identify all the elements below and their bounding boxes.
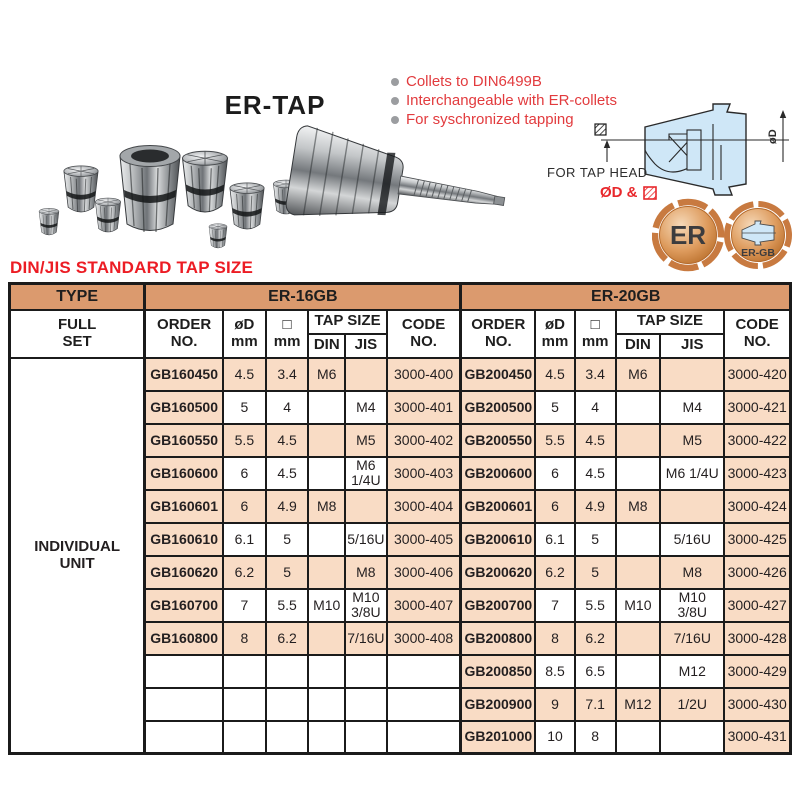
cell-er20-square: 4.9 [575,490,616,523]
cell-er20-code: 3000-420 [724,358,790,391]
cell-er20-od: 5 [535,391,575,424]
cell-er16-od [223,721,266,754]
cell-er16-square: 5 [266,523,309,556]
cell-er20-od: 7 [535,589,575,622]
cell-er20-od: 6 [535,490,575,523]
cell-er16-od: 6.2 [223,556,266,589]
cell-er20-code: 3000-421 [724,391,790,424]
header-square-mm: □ mm [266,310,309,358]
product-photo [10,112,600,260]
cell-er20-jis: M12 [660,655,724,688]
cell-er16-jis: 7/16U [345,622,387,655]
cell-er20-din [616,655,661,688]
cell-er16-din [308,457,345,490]
cell-er16-din: M6 [308,358,345,391]
cell-er20-order: GB200610 [461,523,535,556]
cell-er20-square: 7.1 [575,688,616,721]
cell-er20-din: M12 [616,688,661,721]
tap-size-table [8,282,792,755]
header-code-no: CODE NO. [724,310,790,358]
cell-er16-od: 6 [223,457,266,490]
cell-er20-din [616,391,661,424]
cell-er20-din [616,721,661,754]
cell-er20-jis [660,721,724,754]
cell-er16-square: 4.5 [266,457,309,490]
header-din: DIN [308,334,345,358]
cell-er20-code: 3000-428 [724,622,790,655]
cell-er16-od: 8 [223,622,266,655]
er-gb-badge-label: ER-GB [741,247,775,259]
header-full-set: FULL SET [10,310,145,358]
er-gb-badge [716,196,794,274]
cell-er16-code: 3000-404 [387,490,461,523]
er-badge [652,196,727,274]
header-od-mm: øD mm [535,310,575,358]
cell-er16-jis [345,358,387,391]
cell-er16-square: 3.4 [266,358,309,391]
large-collet [120,146,180,233]
bullet-dot-icon [391,116,399,124]
cell-er16-din [308,424,345,457]
cell-er16-din [308,523,345,556]
cell-er16-code: 3000-407 [387,589,461,622]
cell-er20-order: GB200620 [461,556,535,589]
cell-er16-order: GB160610 [145,523,223,556]
cell-er20-din: M10 [616,589,661,622]
cell-er16-din: M10 [308,589,345,622]
individual-unit-cell: INDIVIDUAL UNIT [10,358,145,754]
cell-er20-square: 5 [575,556,616,589]
cell-er20-jis: M6 1/4U [660,457,724,490]
cell-er20-din [616,523,661,556]
header-tap-size: TAP SIZE [308,310,386,334]
hero-section [0,0,800,259]
cell-er16-code [387,655,461,688]
cell-er20-jis: 7/16U [660,622,724,655]
cell-er20-din [616,424,661,457]
cell-er20-od: 10 [535,721,575,754]
brand-badges [652,196,794,274]
collet-with-tap [285,124,511,247]
header-od-mm: øD mm [223,310,266,358]
cell-er16-order: GB160500 [145,391,223,424]
cell-er16-square [266,655,309,688]
header-er16gb: ER-16GB [145,284,461,310]
cell-er16-jis: 5/16U [345,523,387,556]
cell-er20-din [616,457,661,490]
header-din: DIN [616,334,661,358]
cell-er16-square: 4.9 [266,490,309,523]
cell-er16-od: 6 [223,490,266,523]
cell-er20-order: GB200601 [461,490,535,523]
cell-er16-code [387,688,461,721]
cell-er16-code: 3000-402 [387,424,461,457]
cell-er16-order: GB160601 [145,490,223,523]
cell-er16-order: GB160600 [145,457,223,490]
cell-er16-square [266,721,309,754]
cell-er16-jis [345,655,387,688]
cell-er20-square: 5.5 [575,589,616,622]
cell-er20-order: GB200700 [461,589,535,622]
cell-er20-code: 3000-430 [724,688,790,721]
cell-er16-order: GB160450 [145,358,223,391]
cell-er20-code: 3000-422 [724,424,790,457]
cell-er20-od: 8.5 [535,655,575,688]
cell-er16-od: 5.5 [223,424,266,457]
cell-er20-od: 5.5 [535,424,575,457]
diagram-caption: FOR TAP HEAD [547,165,648,180]
cell-er16-square [266,688,309,721]
cell-er16-jis: M8 [345,556,387,589]
cell-er16-jis: M4 [345,391,387,424]
er-badge-label: ER [669,220,707,250]
cell-er20-code: 3000-424 [724,490,790,523]
cell-er20-order: GB201000 [461,721,535,754]
cell-er16-din [308,655,345,688]
cell-er16-order [145,721,223,754]
cell-er20-od: 6.1 [535,523,575,556]
cell-er20-square: 4.5 [575,424,616,457]
cell-er16-order: GB160800 [145,622,223,655]
header-jis: JIS [660,334,724,358]
cell-er20-jis: M10 3/8U [660,589,724,622]
cell-er16-din [308,622,345,655]
cell-er20-jis [660,490,724,523]
table-row [10,358,791,391]
cell-er20-jis: 5/16U [660,523,724,556]
product-title: ER-TAP [224,90,326,120]
cell-er20-order: GB200500 [461,391,535,424]
cell-er16-od: 7 [223,589,266,622]
cell-er16-order [145,655,223,688]
cell-er16-square: 5.5 [266,589,309,622]
cell-er16-jis: M5 [345,424,387,457]
cell-er16-od [223,655,266,688]
cell-er16-code: 3000-400 [387,358,461,391]
header-jis: JIS [345,334,387,358]
cell-er20-code: 3000-427 [724,589,790,622]
cell-er20-jis: M4 [660,391,724,424]
header-er20gb: ER-20GB [461,284,791,310]
header-type: TYPE [10,284,145,310]
cell-er20-od: 6 [535,457,575,490]
cell-er20-od: 9 [535,688,575,721]
cell-er20-square: 6.2 [575,622,616,655]
feature-item [391,72,617,91]
cell-er20-order: GB200900 [461,688,535,721]
cell-er20-din: M8 [616,490,661,523]
cell-er16-order [145,688,223,721]
bullet-dot-icon [391,97,399,105]
cell-er16-square: 4 [266,391,309,424]
header-order-no: ORDER NO. [145,310,223,358]
header-order-no: ORDER NO. [461,310,535,358]
cell-er16-din [308,391,345,424]
cell-er20-order: GB200600 [461,457,535,490]
cell-er16-code: 3000-408 [387,622,461,655]
cell-er16-jis [345,688,387,721]
header-code-no: CODE NO. [387,310,461,358]
cell-er16-od: 5 [223,391,266,424]
cell-er20-din [616,622,661,655]
bullet-dot-icon [391,78,399,86]
cell-er16-code: 3000-403 [387,457,461,490]
cell-er20-jis: 1/2U [660,688,724,721]
cell-er16-code: 3000-401 [387,391,461,424]
cell-er20-square: 5 [575,523,616,556]
cell-er20-code: 3000-423 [724,457,790,490]
header-tap-size: TAP SIZE [616,310,725,334]
cell-er20-square: 8 [575,721,616,754]
cell-er16-jis: M10 3/8U [345,589,387,622]
cell-er16-jis [345,721,387,754]
cell-er16-order: GB160620 [145,556,223,589]
cell-er20-order: GB200550 [461,424,535,457]
feature-text: Interchangeable with ER-collets [406,92,617,109]
cell-er20-jis: M8 [660,556,724,589]
dim-note-text: ØD & [600,184,638,201]
cell-er20-square: 4.5 [575,457,616,490]
cell-er16-od: 6.1 [223,523,266,556]
cell-er16-od: 4.5 [223,358,266,391]
cell-er20-din: M6 [616,358,661,391]
cell-er16-code: 3000-406 [387,556,461,589]
cell-er20-square: 4 [575,391,616,424]
feature-text: For syschronized tapping [406,111,574,128]
diagram-dim-note [600,184,657,201]
cell-er16-order: GB160550 [145,424,223,457]
cell-er16-din [308,688,345,721]
cell-er20-jis [660,358,724,391]
cell-er20-code: 3000-425 [724,523,790,556]
cell-er16-od [223,688,266,721]
cell-er16-order: GB160700 [145,589,223,622]
cell-er20-square: 3.4 [575,358,616,391]
cell-er20-din [616,556,661,589]
cell-er20-code: 3000-426 [724,556,790,589]
cell-er16-square: 4.5 [266,424,309,457]
cell-er20-od: 6.2 [535,556,575,589]
table-body [10,358,791,754]
cell-er16-square: 5 [266,556,309,589]
square-hatch-icon [595,124,606,135]
header-square-mm: □ mm [575,310,616,358]
cell-er16-jis: M6 1/4U [345,457,387,490]
cell-er20-order: GB200800 [461,622,535,655]
cell-er20-square: 6.5 [575,655,616,688]
cell-er16-code: 3000-405 [387,523,461,556]
cell-er20-code: 3000-429 [724,655,790,688]
cell-er16-din [308,556,345,589]
cell-er20-od: 4.5 [535,358,575,391]
cell-er16-code [387,721,461,754]
table-title: DIN/JIS STANDARD TAP SIZE [10,258,254,277]
cell-er16-din [308,721,345,754]
cell-er16-square: 6.2 [266,622,309,655]
cell-er16-din: M8 [308,490,345,523]
cell-er20-code: 3000-431 [724,721,790,754]
od-axis-label: øD [767,129,779,144]
feature-text: Collets to DIN6499B [406,73,542,90]
cell-er20-jis: M5 [660,424,724,457]
cell-er16-jis [345,490,387,523]
cell-er20-order: GB200450 [461,358,535,391]
cell-er20-order: GB200850 [461,655,535,688]
cell-er20-od: 8 [535,622,575,655]
